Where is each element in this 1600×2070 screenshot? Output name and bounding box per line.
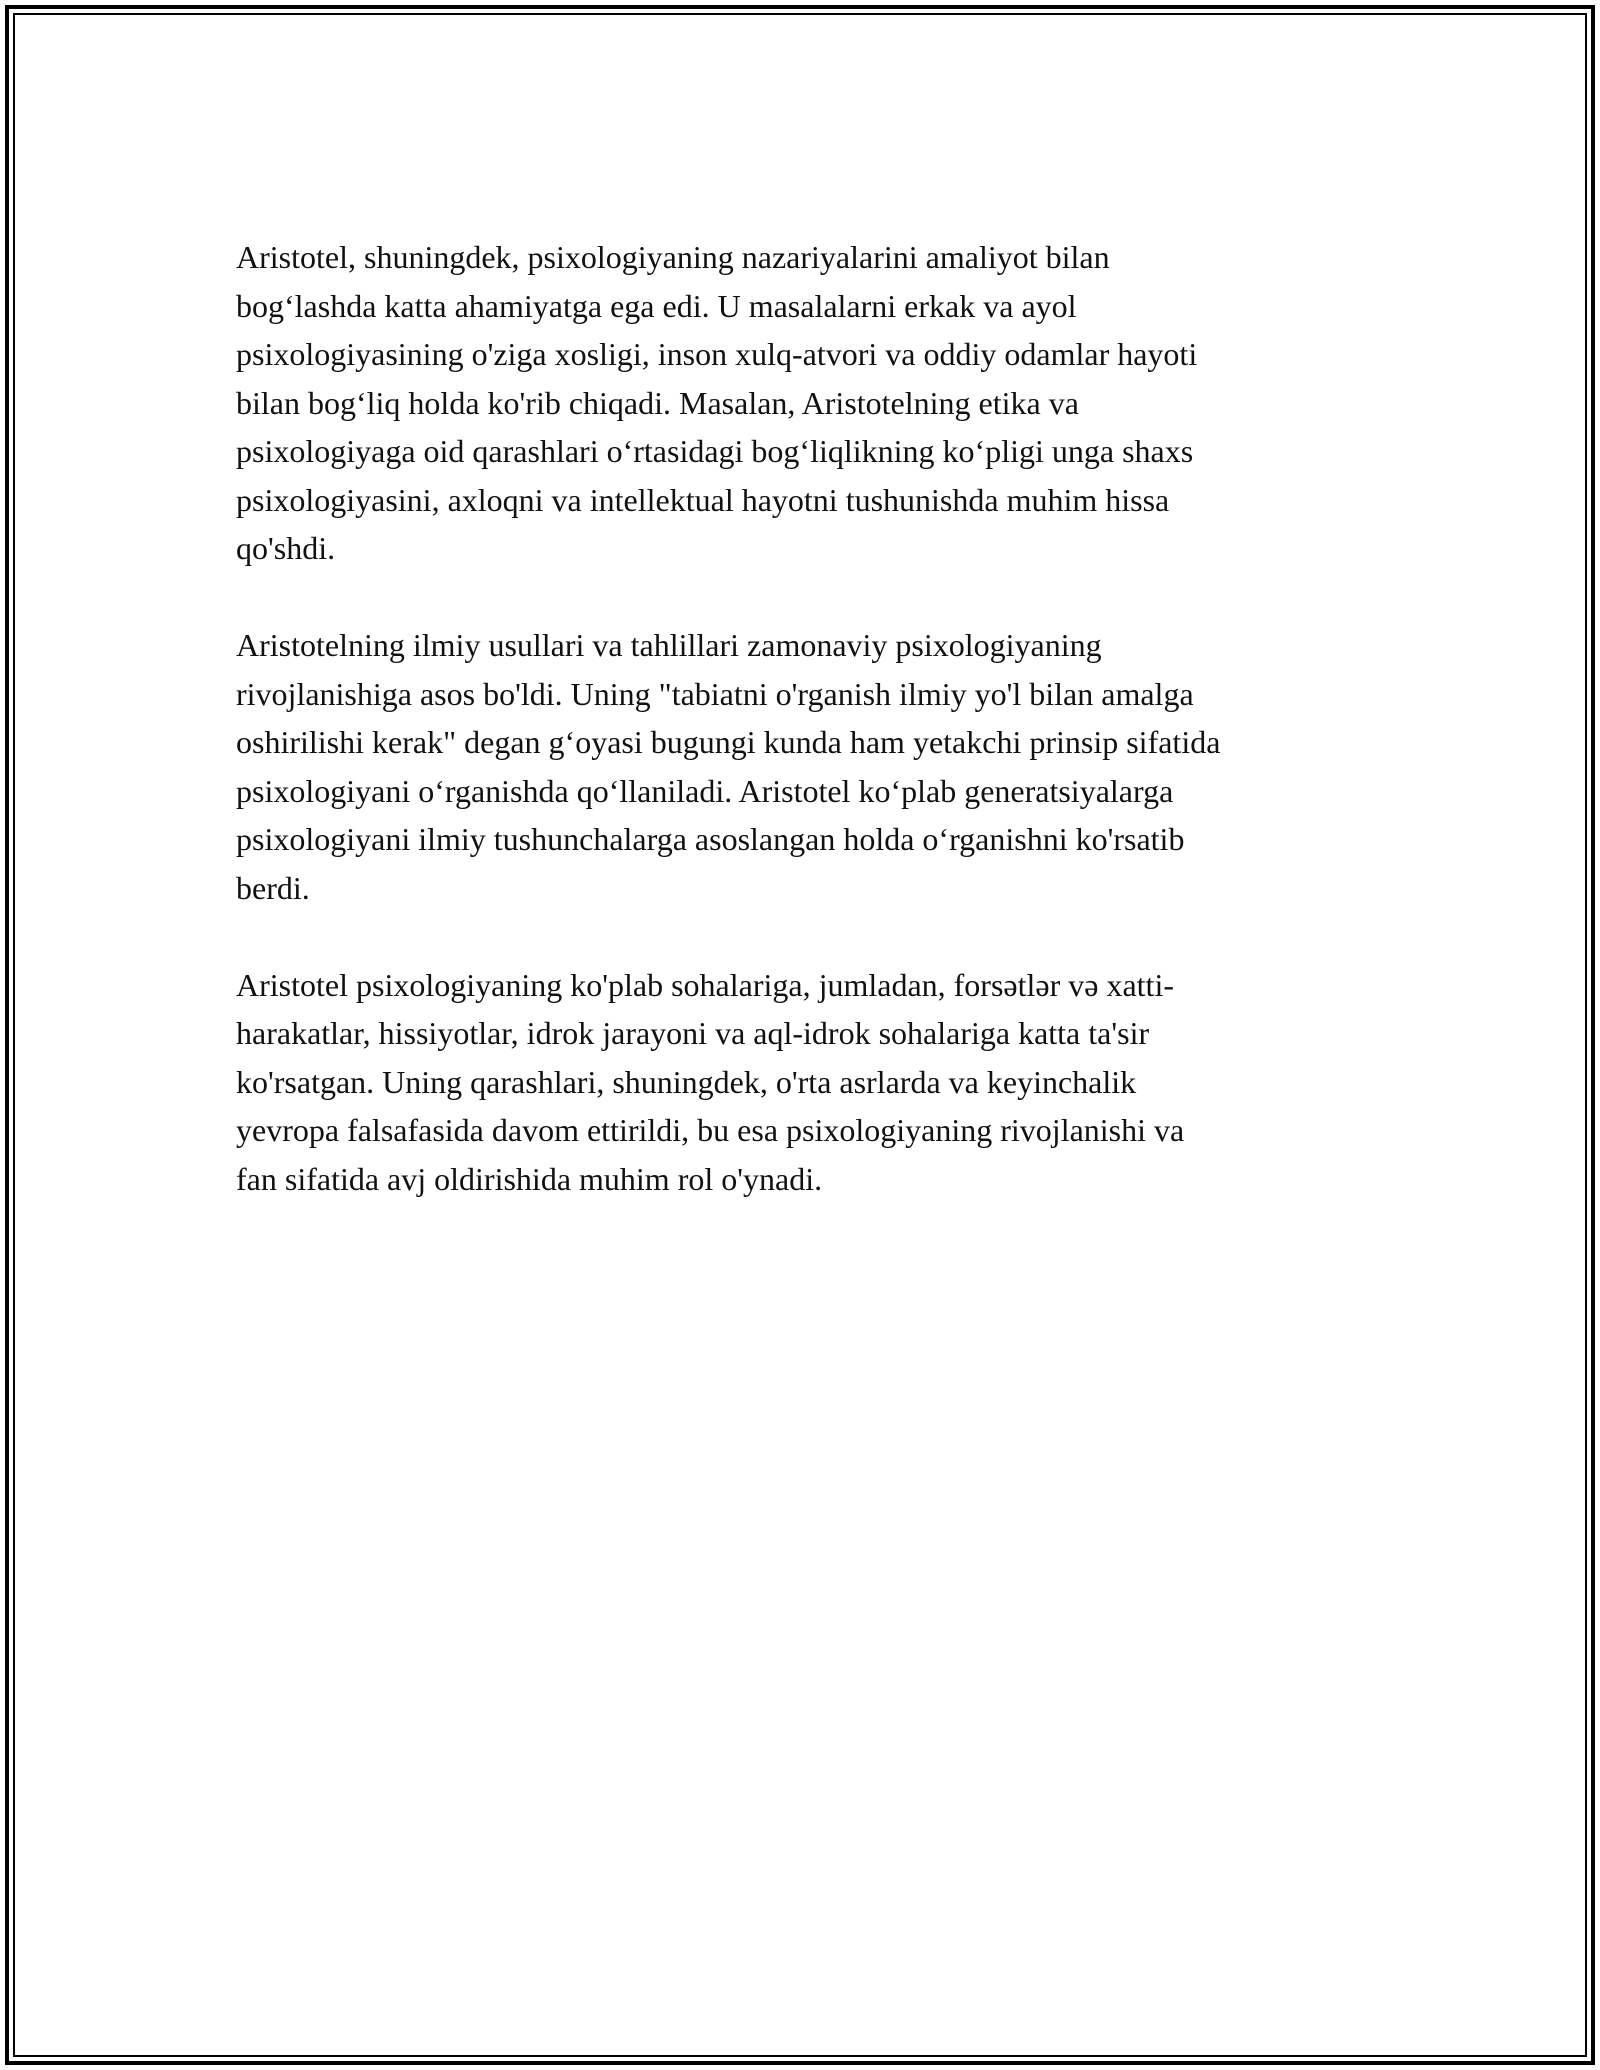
paragraph-line: bilan bogʻliq holda ko'rib chiqadi. Masalan, Aristotelning etika va [236,384,1079,421]
paragraph-line: ko'rsatgan. Uning qarashlari, shuningdek, o'rta asrlarda va keyinchalik [236,1063,1137,1100]
paragraph-line: Aristotel psixologiyaning ko'plab sohalariga, jumladan, forsətlər və xatti- [236,966,1174,1003]
paragraph-line: Aristotelning ilmiy usullari va tahlillari zamonaviy psixologiyaning [236,627,1102,663]
paragraph-line: psixologiyani ilmiy tushunchalarga asoslangan holda oʻrganishni ko'rsatib [236,821,1185,857]
paragraph-line: bogʻlashda katta ahamiyatga ega edi. U masalalarni erkak va ayol [236,287,1077,324]
paragraph-line: psixologiyaga oid qarashlari oʻrtasidagi bogʻliqlikning koʻpligi unga shaxs [236,433,1194,469]
paragraph-line: psixologiyasini, axloqni va intellektual hayotni tushunishda muhim hissa [236,481,1170,518]
paragraph-1 [236,233,1376,573]
paragraph-line: yevropa falsafasida davom ettirildi, bu esa psixologiyaning rivojlanishi va [236,1112,1185,1148]
document-body [236,233,1376,1252]
paragraph-line: berdi. [236,869,310,906]
paragraph-line: psixologiyasining o'ziga xosligi, inson xulq-atvori va oddiy odamlar hayoti [236,336,1198,372]
paragraph-line: rivojlanishiga asos bo'ldi. Uning "tabiatni o'rganish ilmiy yo'l bilan amalga [236,675,1194,712]
paragraph-2 [236,621,1376,912]
paragraph-line: harakatlar, hissiyotlar, idrok jarayoni va aql-idrok sohalariga katta ta'sir [236,1015,1150,1051]
paragraph-line: fan sifatida avj oldirishida muhim rol o'ynadi. [236,1160,823,1197]
paragraph-line: oshirilishi kerak" degan gʻoyasi bugungi kunda ham yetakchi prinsip sifatida [236,724,1221,760]
paragraph-line: Aristotel, shuningdek, psixologiyaning nazariyalarini amaliyot bilan [236,239,1110,275]
paragraph-line: psixologiyani oʻrganishda qoʻllaniladi. Aristotel koʻplab generatsiyalarga [236,772,1174,809]
paragraph-line: qo'shdi. [236,530,336,566]
paragraph-3 [236,961,1376,1204]
